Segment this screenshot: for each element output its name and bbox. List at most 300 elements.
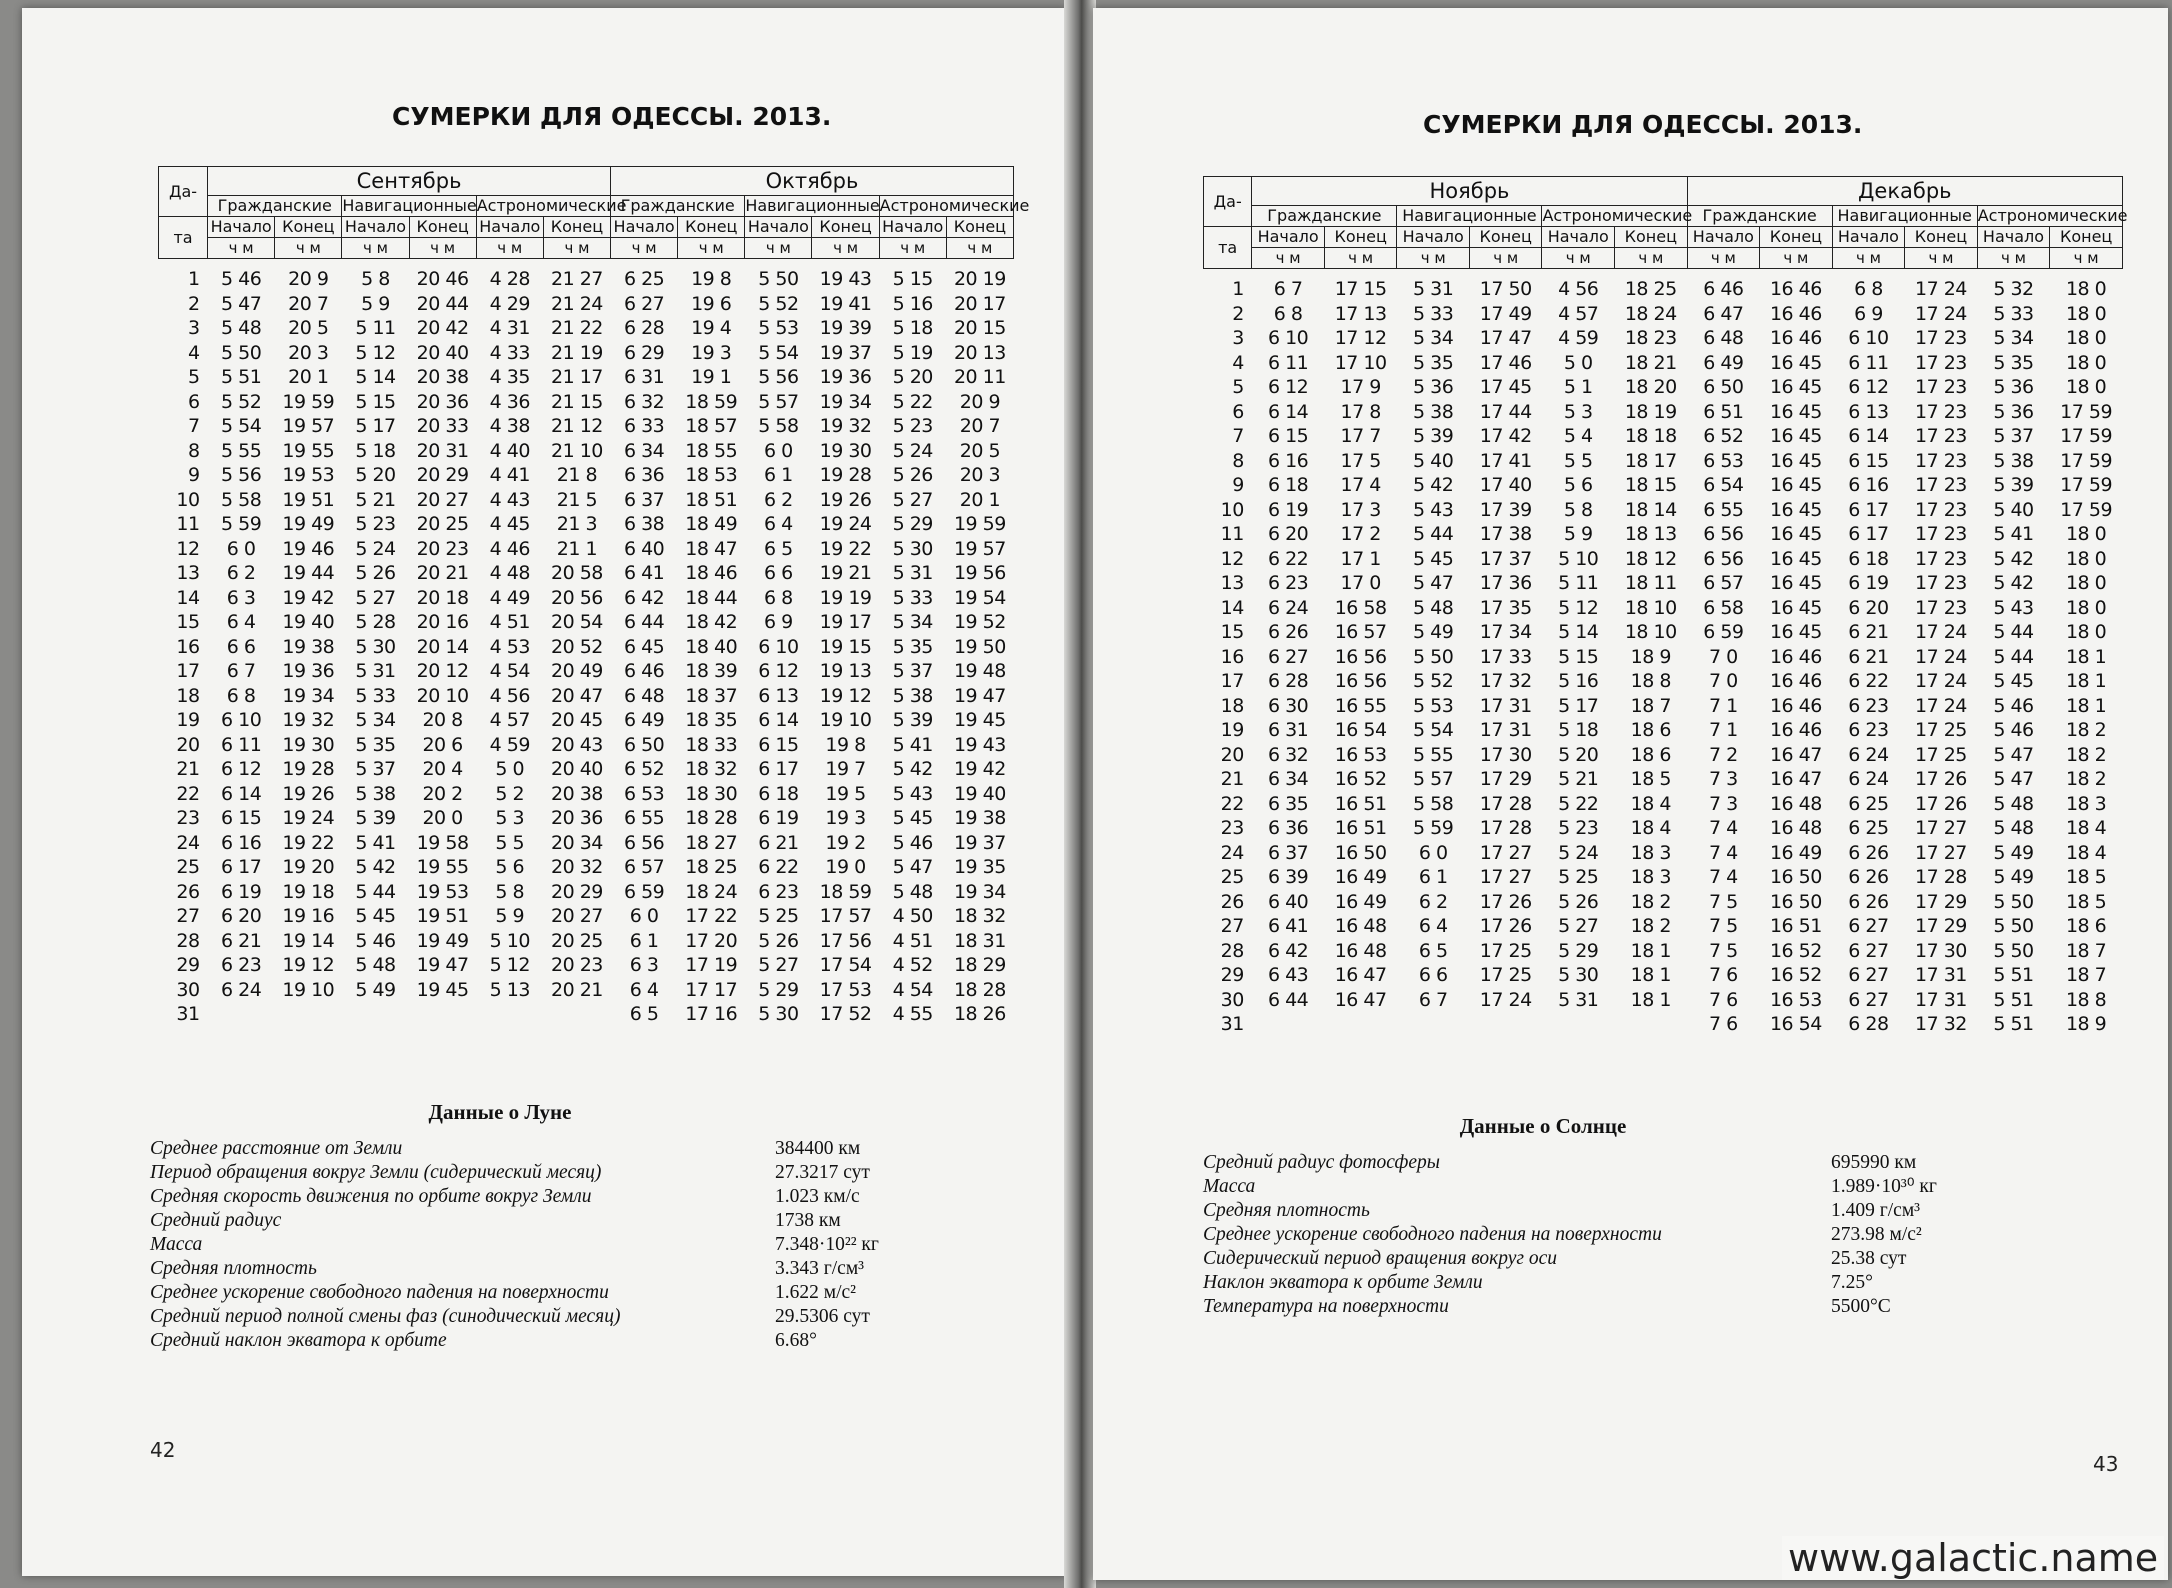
table-row [159, 365, 1014, 390]
time-cell: 19 52 [953, 611, 1006, 633]
time-cell: 16 45 [1769, 351, 1822, 374]
time-cell: 20 49 [550, 660, 603, 682]
time-cell: 5 2 [495, 782, 525, 805]
time-cell: 5 12 [1558, 596, 1599, 619]
time-cell: 4 51 [489, 611, 530, 633]
time-cell: 18 5 [2065, 890, 2107, 913]
time-cell: 20 14 [416, 635, 469, 658]
time-cell: 5 42 [355, 856, 396, 878]
time-cell: 20 34 [550, 831, 603, 854]
time-cell: 5 44 [1413, 523, 1454, 545]
time-cell: 20 42 [416, 317, 469, 339]
time-cell: 18 0 [2065, 327, 2107, 349]
time-cell: 6 23 [1848, 719, 1889, 741]
time-cell: 5 51 [1993, 1013, 2034, 1035]
table-row [1204, 620, 2123, 645]
column-header: Конец [946, 217, 1013, 238]
time-cell: 19 3 [691, 341, 732, 364]
date-cell: 24 [1220, 841, 1244, 864]
time-cell: 20 52 [550, 635, 603, 658]
time-cell: 17 5 [1340, 449, 1381, 472]
time-cell: 16 47 [1769, 768, 1822, 790]
time-cell: 17 24 [1915, 694, 1967, 717]
info-row [150, 1137, 910, 1161]
column-header: Начало [879, 217, 946, 238]
unit-header: ч м [879, 238, 946, 259]
table-row [1204, 963, 2123, 988]
info-value: 5500°C [1831, 1296, 1891, 1317]
table-row [1204, 767, 2123, 792]
table-row [1204, 890, 2123, 915]
date-cell: 31 [176, 1003, 200, 1025]
section-heading: Данные о Солнце [1459, 1114, 1627, 1138]
time-cell: 19 46 [282, 537, 335, 560]
time-cell: 5 39 [355, 807, 396, 829]
time-cell: 16 52 [1769, 939, 1822, 962]
time-cell: 5 36 [1413, 376, 1454, 398]
time-cell: 19 35 [953, 856, 1006, 878]
date-cell: 17 [176, 660, 200, 682]
time-cell: 6 39 [1267, 866, 1309, 888]
time-cell [476, 1002, 543, 1027]
column-header: Начало [1687, 227, 1760, 248]
time-cell: 20 19 [953, 268, 1006, 290]
time-cell: 17 59 [2060, 425, 2113, 447]
time-cell: 16 51 [1334, 817, 1387, 839]
time-cell: 17 31 [1479, 719, 1532, 741]
time-cell: 17 32 [1479, 670, 1532, 692]
time-cell: 19 39 [819, 317, 872, 339]
time-cell: 17 29 [1915, 890, 1967, 913]
date-cell: 11 [176, 513, 200, 535]
twilight-type-header: Гражданские [611, 196, 745, 217]
date-cell: 29 [1220, 964, 1244, 986]
time-cell: 5 38 [1413, 400, 1454, 423]
table-row [159, 635, 1014, 660]
date-header-2: та [1204, 227, 1252, 269]
time-cell: 17 23 [1915, 449, 1967, 472]
info-row [1203, 1199, 1963, 1223]
table-row [159, 439, 1014, 464]
twilight-type-header: Навигационные [1832, 206, 1977, 227]
time-cell: 18 37 [685, 684, 738, 707]
time-cell: 16 48 [1769, 817, 1822, 839]
time-cell: 6 28 [1848, 1013, 1889, 1035]
time-cell: 4 59 [1558, 327, 1599, 349]
table-row [1204, 1012, 2123, 1037]
time-cell: 5 9 [361, 292, 390, 315]
time-cell: 5 51 [1993, 964, 2034, 986]
month-header: Сентябрь [208, 167, 611, 196]
time-cell: 5 12 [355, 341, 396, 364]
time-cell: 5 58 [758, 415, 799, 437]
time-cell: 16 54 [1334, 719, 1387, 741]
time-cell: 18 0 [2065, 621, 2107, 643]
time-cell: 17 26 [1915, 792, 1967, 815]
twilight-type-header: Гражданские [1252, 206, 1397, 227]
time-cell: 20 5 [288, 317, 329, 339]
time-cell: 5 54 [758, 341, 799, 364]
table-row [159, 488, 1014, 513]
table-row [1204, 816, 2123, 841]
table-row [159, 953, 1014, 978]
time-cell: 16 52 [1334, 768, 1387, 790]
time-cell: 20 1 [288, 366, 329, 388]
time-cell: 16 52 [1769, 964, 1822, 986]
time-cell: 20 18 [416, 586, 469, 609]
date-cell: 2 [1232, 302, 1244, 325]
time-cell: 16 45 [1769, 400, 1822, 423]
sun-data-section [1203, 1114, 1963, 1319]
time-cell: 5 9 [495, 905, 525, 927]
time-cell: 6 40 [623, 537, 665, 560]
time-cell: 17 19 [685, 954, 738, 976]
time-cell: 17 20 [685, 929, 738, 952]
time-cell: 5 48 [355, 954, 396, 976]
info-value: 1.989·10³⁰ кг [1831, 1176, 1937, 1197]
table-row [1204, 792, 2123, 817]
time-cell: 6 52 [1703, 425, 1744, 447]
time-cell: 6 9 [1854, 302, 1883, 325]
time-cell: 6 17 [1848, 523, 1889, 545]
time-cell: 20 32 [550, 856, 603, 878]
time-cell: 5 18 [892, 317, 933, 339]
time-cell: 5 51 [1993, 988, 2034, 1011]
time-cell: 18 32 [953, 905, 1006, 927]
time-cell: 6 44 [623, 611, 665, 633]
time-cell: 5 50 [1413, 645, 1454, 668]
time-cell: 6 27 [1848, 939, 1889, 962]
time-cell: 18 32 [685, 758, 738, 780]
time-cell: 5 41 [1993, 523, 2034, 545]
time-cell: 20 3 [288, 341, 329, 364]
time-cell: 18 5 [1630, 768, 1671, 790]
time-cell: 6 27 [623, 292, 665, 315]
time-cell: 19 19 [819, 586, 872, 609]
time-cell: 5 34 [1413, 327, 1454, 349]
time-cell: 16 50 [1769, 890, 1822, 913]
time-cell: 19 42 [282, 586, 335, 609]
time-cell: 7 0 [1709, 645, 1738, 668]
date-cell: 18 [176, 684, 200, 707]
date-cell: 21 [1220, 768, 1244, 790]
time-cell: 5 54 [221, 415, 262, 437]
time-cell: 16 46 [1769, 645, 1822, 668]
time-cell: 5 0 [495, 758, 525, 780]
info-label: Средний радиус [150, 1210, 282, 1231]
table-row [1204, 547, 2123, 572]
time-cell: 17 25 [1479, 964, 1532, 986]
time-cell: 5 15 [1558, 645, 1599, 668]
table-row [159, 414, 1014, 439]
time-cell [342, 1002, 409, 1027]
time-cell: 18 0 [2065, 376, 2107, 398]
time-cell: 5 46 [221, 268, 262, 290]
info-row [1203, 1151, 1963, 1175]
time-cell: 17 24 [1915, 278, 1967, 300]
time-cell: 18 51 [685, 488, 738, 511]
table-row [1204, 865, 2123, 890]
time-cell: 6 11 [1267, 351, 1309, 374]
time-cell: 19 42 [953, 758, 1006, 780]
time-cell: 6 24 [1267, 596, 1309, 619]
time-cell: 5 49 [1993, 841, 2034, 864]
time-cell: 5 41 [355, 831, 396, 854]
time-cell: 6 21 [1848, 645, 1889, 668]
time-cell: 21 22 [550, 317, 603, 339]
time-cell: 5 27 [758, 954, 799, 976]
time-cell: 17 59 [2060, 474, 2113, 496]
time-cell: 19 51 [416, 905, 469, 927]
time-cell: 5 43 [1993, 596, 2034, 619]
watermark-link[interactable]: www.galactic.name [1782, 1536, 2164, 1580]
time-cell: 5 48 [1993, 817, 2034, 839]
time-cell: 5 47 [1993, 743, 2034, 766]
time-cell: 18 6 [1630, 743, 1671, 766]
time-cell: 19 48 [953, 660, 1006, 682]
time-cell: 5 41 [892, 733, 933, 756]
table-row [1204, 596, 2123, 621]
time-cell: 17 49 [1479, 302, 1532, 325]
time-cell: 6 20 [1848, 596, 1889, 619]
time-cell: 19 40 [953, 782, 1006, 805]
info-row [1203, 1271, 1963, 1295]
time-cell: 16 45 [1769, 474, 1822, 496]
time-cell: 4 40 [489, 439, 530, 462]
time-cell: 4 57 [1558, 302, 1599, 325]
twilight-type-header: Астрономические [1542, 206, 1693, 225]
date-cell: 16 [176, 635, 200, 658]
table-row [1204, 302, 2123, 327]
table-row [1204, 988, 2123, 1013]
time-cell: 6 8 [764, 586, 793, 609]
time-cell: 19 26 [282, 782, 335, 805]
time-cell [1542, 1012, 1615, 1037]
date-cell: 27 [1220, 915, 1244, 937]
time-cell: 20 44 [416, 292, 469, 315]
time-cell: 4 56 [1558, 278, 1599, 300]
time-cell: 19 22 [282, 831, 335, 854]
info-value: 695990 км [1831, 1152, 1917, 1173]
time-cell: 5 16 [892, 292, 933, 315]
twilight-type-header: Навигационные [745, 196, 880, 215]
time-cell: 19 8 [691, 268, 732, 290]
time-cell: 18 3 [1630, 841, 1671, 864]
time-cell: 18 0 [2065, 351, 2107, 374]
time-cell: 6 36 [1267, 817, 1309, 839]
time-cell: 5 56 [758, 366, 799, 388]
time-cell: 5 36 [1993, 376, 2034, 398]
unit-header: ч м [543, 238, 610, 259]
date-cell: 4 [1232, 351, 1244, 374]
time-cell: 5 30 [355, 635, 396, 658]
time-cell: 17 33 [1479, 645, 1532, 668]
time-cell: 17 29 [1915, 915, 1967, 937]
time-cell: 5 49 [355, 978, 396, 1001]
time-cell: 5 38 [355, 782, 396, 805]
time-cell: 18 10 [1624, 596, 1677, 619]
time-cell: 20 17 [953, 292, 1006, 315]
time-cell: 5 55 [1413, 743, 1454, 766]
time-cell: 20 9 [288, 268, 329, 290]
unit-header: ч м [275, 238, 342, 259]
unit-header: ч м [946, 238, 1013, 259]
time-cell: 5 16 [1558, 670, 1599, 692]
info-label: Масса [150, 1234, 203, 1255]
time-cell: 6 11 [221, 733, 262, 756]
time-cell: 20 10 [416, 684, 469, 707]
time-cell: 17 30 [1479, 743, 1532, 766]
time-cell: 19 30 [282, 733, 335, 756]
column-header: Конец [1760, 227, 1833, 248]
table-row [1204, 743, 2123, 768]
time-cell: 17 12 [1334, 327, 1387, 349]
time-cell: 18 0 [2065, 278, 2107, 300]
time-cell: 6 2 [226, 562, 256, 584]
time-cell [275, 1002, 342, 1027]
time-cell: 17 4 [1340, 474, 1381, 496]
time-cell: 16 49 [1334, 866, 1387, 888]
time-cell: 6 16 [221, 831, 262, 854]
time-cell: 5 56 [221, 464, 262, 486]
column-header: Начало [1252, 227, 1325, 248]
time-cell: 19 21 [819, 562, 872, 584]
unit-header: ч м [678, 238, 745, 259]
column-header: Конец [1324, 227, 1397, 248]
time-cell: 20 54 [550, 611, 603, 633]
time-cell: 18 46 [685, 562, 738, 584]
time-cell: 5 29 [892, 513, 933, 535]
date-cell: 18 [1220, 694, 1244, 717]
date-cell: 5 [1232, 376, 1244, 398]
moon-data-section [150, 1100, 910, 1353]
time-cell: 5 6 [1563, 474, 1593, 496]
time-cell: 5 17 [355, 415, 396, 437]
time-cell: 6 56 [1703, 523, 1744, 545]
date-cell: 7 [1232, 425, 1244, 447]
table-row [159, 292, 1014, 317]
time-cell: 18 23 [1624, 327, 1677, 349]
time-cell: 19 57 [953, 537, 1006, 560]
date-cell: 22 [176, 782, 200, 805]
time-cell: 5 50 [221, 341, 262, 364]
time-cell: 6 25 [1848, 817, 1889, 839]
time-cell: 5 35 [1413, 351, 1454, 374]
time-cell: 17 31 [1915, 988, 1967, 1011]
unit-header: ч м [1324, 248, 1397, 269]
time-cell: 6 24 [1848, 768, 1889, 790]
time-cell: 16 47 [1769, 743, 1822, 766]
time-cell: 18 1 [2065, 670, 2107, 692]
month-header: Октябрь [611, 167, 1014, 196]
time-cell: 5 53 [758, 317, 799, 339]
time-cell: 5 31 [1558, 988, 1599, 1011]
time-cell: 7 5 [1709, 915, 1738, 937]
time-cell: 17 25 [1915, 743, 1967, 766]
twilight-type-header: Навигационные [342, 196, 477, 215]
time-cell: 19 4 [691, 317, 732, 339]
time-cell: 18 4 [1630, 792, 1671, 815]
time-cell: 19 49 [282, 513, 335, 535]
time-cell: 5 44 [1993, 645, 2034, 668]
time-cell: 17 23 [1915, 572, 1967, 594]
time-cell: 5 11 [355, 317, 396, 339]
time-cell: 17 31 [1479, 694, 1532, 717]
time-cell: 20 40 [550, 758, 603, 780]
time-cell: 16 58 [1334, 596, 1387, 619]
time-cell: 6 14 [758, 709, 799, 731]
unit-header: ч м [1469, 248, 1542, 269]
time-cell: 19 34 [953, 880, 1006, 903]
twilight-table-sep-oct [158, 166, 1030, 1027]
unit-header: ч м [1687, 248, 1760, 269]
time-cell: 5 38 [1993, 449, 2034, 472]
time-cell: 21 15 [550, 390, 603, 413]
time-cell: 6 16 [1848, 474, 1889, 496]
column-header: Конец [1469, 227, 1542, 248]
time-cell: 5 35 [1993, 351, 2034, 374]
time-cell: 6 16 [1267, 449, 1309, 472]
time-cell: 5 35 [892, 635, 933, 658]
time-cell: 17 23 [1915, 400, 1967, 423]
time-cell: 19 3 [825, 807, 866, 829]
time-cell: 18 11 [1624, 572, 1677, 594]
time-cell: 18 1 [2065, 694, 2107, 717]
time-cell: 17 27 [1479, 841, 1532, 864]
time-cell: 20 38 [416, 366, 469, 388]
time-cell: 5 29 [1558, 939, 1599, 962]
time-cell: 6 47 [1703, 302, 1744, 325]
time-cell: 7 1 [1709, 719, 1738, 741]
time-cell: 17 29 [1479, 768, 1532, 790]
date-cell: 12 [176, 537, 200, 560]
info-value: 27.3217 сут [775, 1162, 870, 1183]
time-cell: 18 5 [2065, 866, 2107, 888]
time-cell: 17 10 [1334, 351, 1387, 374]
time-cell: 18 0 [2065, 523, 2107, 545]
time-cell: 17 23 [1915, 596, 1967, 619]
time-cell: 6 41 [1267, 915, 1309, 937]
time-cell: 16 53 [1334, 743, 1387, 766]
date-cell: 30 [176, 978, 200, 1001]
time-cell: 17 23 [1915, 327, 1967, 349]
time-cell: 17 2 [1340, 523, 1381, 545]
time-cell: 19 6 [691, 292, 732, 315]
date-cell: 16 [1220, 645, 1244, 668]
info-value: 273.98 м/с² [1831, 1224, 1922, 1245]
date-cell: 10 [1220, 498, 1244, 521]
info-label: Средний период полной смены фаз (синодический месяц) [150, 1306, 621, 1327]
time-cell: 6 31 [623, 366, 665, 388]
month-header: Декабрь [1687, 177, 2122, 206]
time-cell: 16 46 [1769, 327, 1822, 349]
time-cell: 5 46 [1993, 719, 2034, 741]
time-cell [543, 1002, 610, 1027]
time-cell: 5 24 [1558, 841, 1599, 864]
left-page [22, 8, 1067, 1576]
time-cell: 18 29 [953, 954, 1006, 976]
time-cell: 21 8 [556, 464, 598, 486]
time-cell: 18 19 [1624, 400, 1677, 423]
time-cell: 5 48 [1993, 792, 2034, 815]
time-cell: 19 8 [825, 733, 866, 756]
date-cell: 25 [176, 856, 200, 878]
time-cell: 5 4 [1563, 425, 1593, 447]
time-cell: 6 10 [221, 709, 262, 731]
column-header: Начало [1397, 227, 1470, 248]
time-cell: 6 52 [623, 758, 665, 780]
time-cell: 5 11 [1558, 572, 1599, 594]
